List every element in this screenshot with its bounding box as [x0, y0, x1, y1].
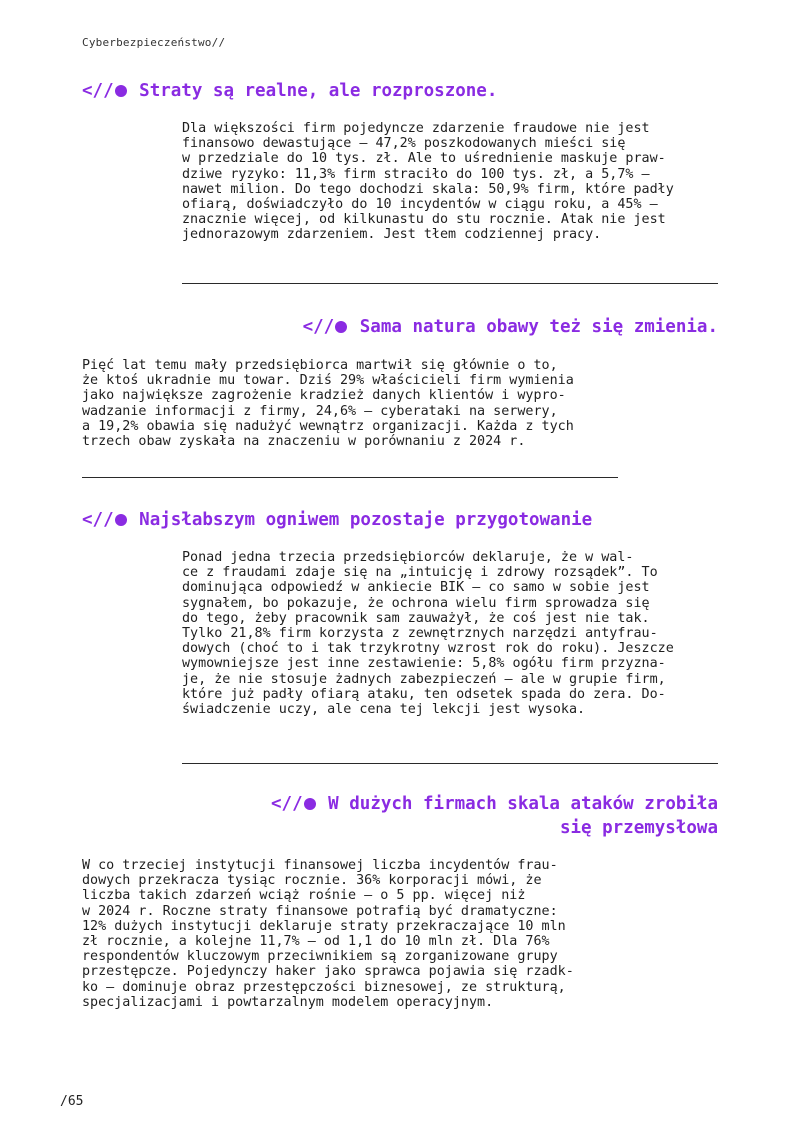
running-header: Cyberbezpieczeństwo//	[82, 36, 226, 49]
section-heading	[303, 315, 718, 339]
section-paragraph: Dla większości firm pojedyncze zdarzenie fraudowe nie jest finansowo dewastujące — 47,2% poszkodowanych mieści się w przedziale do 10 tys. zł. Ale to uśrednienie maskuje praw- dziwe ryzyko: 11,3% firm straciło do 100 tys. zł, a 5,7% — nawet milion. Do tego dochodzi skala: 50,9% firm, które padły ofiarą, doświadczyło do 10 incydentów w ciągu roku, a 45% — znacznie więcej, od kilkunastu do stu rocznie. Atak nie jest jednorazowym zdarzeniem. Jest tłem codziennej pracy.	[182, 121, 674, 243]
section-heading-text: W dużych firmach skala ataków zrobiła się przemysłowa	[328, 794, 718, 838]
code-prefix: <//	[82, 81, 114, 101]
section-paragraph: W co trzeciej instytucji finansowej liczba incydentów frau- dowych przekracza tysiąc rocznie. 36% korporacji mówi, że liczba takich zdarzeń wciąż rośnie — o 5 pp. więcej niż w 2024 r. Roczne straty finansowe potrafią być dramatyczne: 12% dużych instytucji deklaruje straty przekraczające 10 mln zł rocznie, a kolejne 11,7% — od 1,1 do 10 mln zł. Dla 76% respondentów kluczowym przeciwnikiem są zorganizowane grupy przestępcze. Pojedynczy haker jako sprawca pojawia się rzadk- ko — dominuje obraz przestępczości biznesowej, ze strukturą, specjalizacjami i powtarzalnym modelem operacyjnym.	[82, 858, 574, 1010]
bullet-dot-icon	[335, 321, 347, 333]
bullet-dot-icon	[115, 85, 127, 97]
code-prefix: <//	[82, 510, 114, 530]
section-paragraph: Ponad jedna trzecia przedsiębiorców deklaruje, że w wal- ce z fraudami zdaje się na „intuicję i zdrowy rozsądek”. To dominująca odpowiedź w ankiecie BIK — co samo w sobie jest sygnałem, bo pokazuje, że ochrona wielu firm sprowadza się do tego, żeby pracownik sam zauważył, że coś jest nie tak. Tylko 21,8% firm korzysta z zewnętrznych narzędzi antyfrau- dowych (choć to i tak trzykrotny wzrost rok do roku). Jeszcze wymowniejsze jest inne zestawienie: 5,8% ogółu firm przyzna- je, że nie stosuje żadnych zabezpieczeń — ale w grupie firm, które już padły ofiarą ataku, ten odsetek spada do zera. Do- świadczenie uczy, ale cena tej lekcji jest wysoka.	[182, 550, 674, 718]
section-divider	[82, 477, 618, 478]
section-heading-text: Najsłabszym ogniwem pozostaje przygotowanie	[139, 510, 593, 530]
code-prefix: <//	[271, 794, 303, 814]
code-prefix: <//	[302, 317, 335, 337]
bullet-dot-icon	[115, 514, 127, 526]
section-heading-text: Straty są realne, ale rozproszone.	[139, 81, 498, 101]
section-paragraph: Pięć lat temu mały przedsiębiorca martwił się głównie o to, że ktoś ukradnie mu towar. Dziś 29% właścicieli firm wymienia jako największe zagrożenie kradzież danych klientów i wypro- wadzanie informacji z firmy, 24,6% — cyberataki na serwery, a 19,2% obawia się nadużyć wewnątrz organizacji. Każda z tych trzech obaw zyskała na znaczeniu w porównaniu z 2024 r.	[82, 358, 574, 450]
section-heading	[82, 508, 592, 532]
section-heading	[82, 79, 497, 103]
bullet-dot-icon	[304, 798, 316, 810]
section-divider	[182, 283, 718, 284]
section-heading	[271, 792, 718, 840]
section-divider	[182, 763, 718, 764]
page-number: /65	[60, 1094, 84, 1109]
section-heading-text: Sama natura obawy też się zmienia.	[359, 317, 718, 337]
